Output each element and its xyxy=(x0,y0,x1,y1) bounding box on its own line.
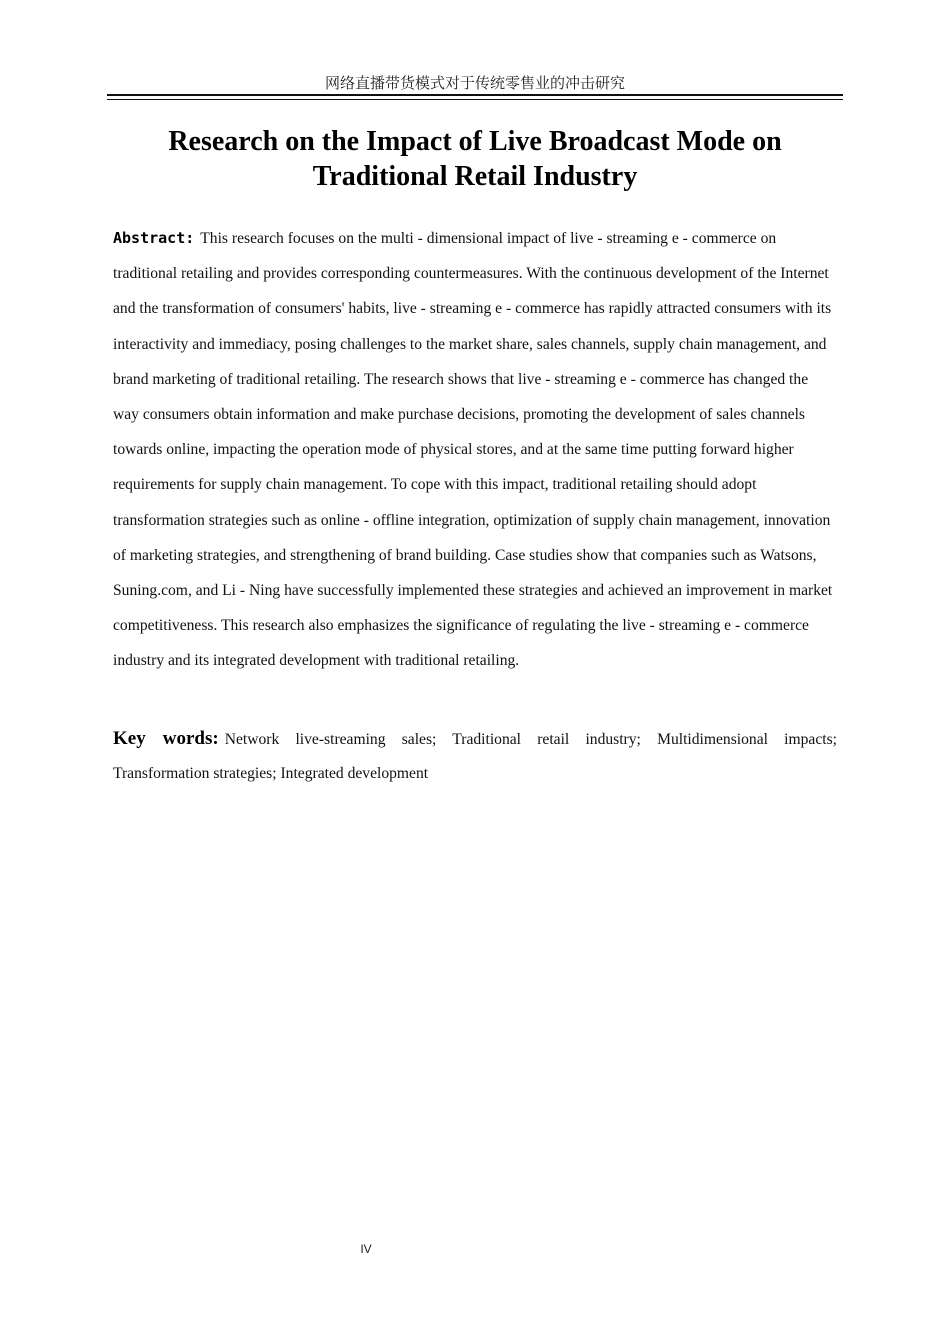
paper-title: Research on the Impact of Live Broadcast Mode on Traditional Retail Industry xyxy=(168,126,782,192)
running-header: 网络直播带货模式对于传统零售业的冲击研究 xyxy=(324,74,625,92)
page-number: IV xyxy=(360,1242,372,1256)
header-rule-thin xyxy=(107,99,843,100)
keywords-label: Key words: xyxy=(113,728,219,749)
abstract-label: Abstract: xyxy=(113,229,195,247)
abstract-text: This research focuses on the multi - dimensional impact of live - streaming e - commerce on traditional retailing and provides corresponding countermeasures. With the continuous development of the Internet and the transformation of consumers' habits, live - streaming e - commerce has rapidly attracted consumers with its interactivity and immediacy, posing challenges to the market share, sales channels, supply chain management, and brand marketing of traditional retailing. The research shows that live - streaming e - commerce has changed the way consumers obtain information and make purchase decisions, promoting the development of sales channels towards online, impacting the operation mode of physical stores, and at the same time putting forward higher requirements for supply chain management. To cope with this impact, traditional retailing should adopt transformation strategies such as online - offline integration, optimization of supply chain management, innovation of marketing strategies, and strengthening of brand building. Case studies show that companies such as Watsons, Suning.com, and Li - Ning have successfully implemented these strategies and achieved an improvement in market competitiveness. This research also emphasizes the significance of regulating the live - streaming e - commerce industry and its integrated development with traditional retailing. xyxy=(113,230,833,670)
keywords-text: Network live-streaming sales; Traditional retail industry; Multidimensional impacts; Transformation strategies; Integrated development xyxy=(113,731,837,782)
keywords-paragraph xyxy=(113,722,837,791)
header-rule-thick xyxy=(107,94,843,96)
abstract-paragraph xyxy=(113,221,837,679)
